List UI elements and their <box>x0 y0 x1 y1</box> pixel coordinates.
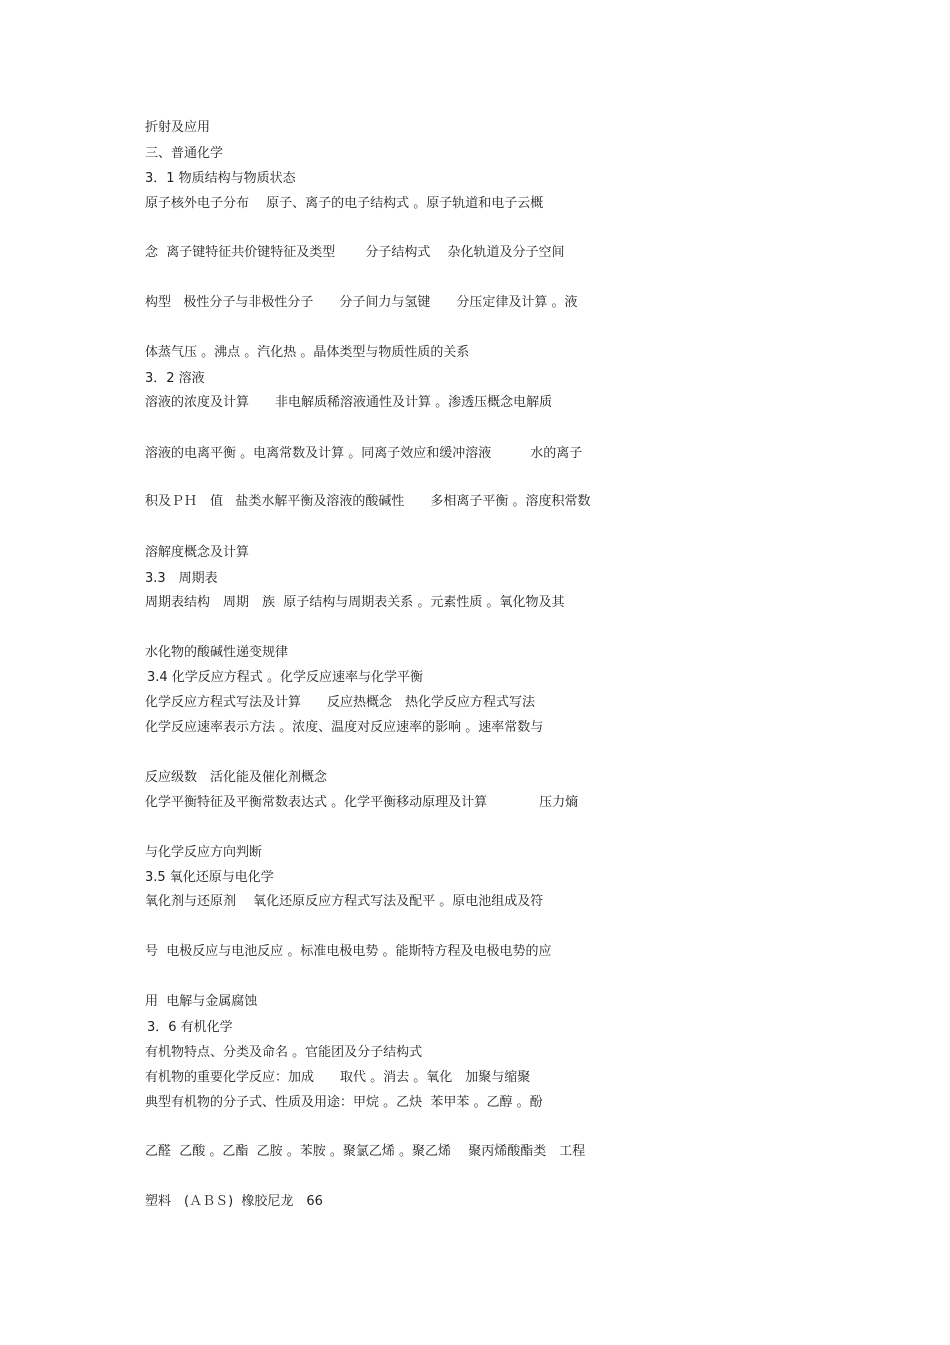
text-line: 折射及应用 <box>145 120 211 135</box>
text-line: 化学反应速率表示方法 。浓度、温度对反应速率的影响 。速率常数与 <box>145 720 544 735</box>
subsection-heading: 3．2 溶液 <box>145 371 205 386</box>
text-line: 构型 极性分子与非极性分子 分子间力与氢键 分压定律及计算 。液 <box>145 295 578 310</box>
text-line: 典型有机物的分子式、性质及用途：甲烷 。乙炔 苯甲苯 。乙醇 。酚 <box>145 1095 543 1110</box>
section-heading: 三、普通化学 <box>145 146 224 161</box>
text-line: 周期表结构 周期 族 原子结构与周期表关系 。元素性质 。氧化物及其 <box>145 595 565 610</box>
text-line: 积及ＰＨ 值 盐类水解平衡及溶液的酸碱性 多相离子平衡 。溶度积常数 <box>145 494 591 509</box>
text-line: 体蒸气压 。沸点 。汽化热 。晶体类型与物质性质的关系 <box>145 345 470 360</box>
text-line: 有机物的重要化学反应：加成 取代 。消去 。氧化 加聚与缩聚 <box>145 1070 531 1085</box>
text-line: 溶解度概念及计算 <box>145 545 250 560</box>
text-line: 水化物的酸碱性递变规律 <box>145 645 289 660</box>
text-line: 氧化剂与还原剂 氧化还原反应方程式写法及配平 。原电池组成及符 <box>145 894 544 909</box>
subsection-heading: 3.4 化学反应方程式 。化学反应速率与化学平衡 <box>147 670 423 685</box>
subsection-heading: 3.5 氧化还原与电化学 <box>145 870 274 885</box>
text-line: 塑料 (ＡＢＳ) 橡胶尼龙 66 <box>145 1194 323 1209</box>
subsection-heading: 3．6 有机化学 <box>147 1020 233 1035</box>
text-line: 有机物特点、分类及命名 。官能团及分子结构式 <box>145 1045 423 1060</box>
text-line: 溶液的浓度及计算 非电解质稀溶液通性及计算 。渗透压概念电解质 <box>145 395 553 410</box>
text-line: 与化学反应方向判断 <box>145 845 263 860</box>
text-line: 乙醛 乙酸 。乙酯 乙胺 。苯胺 。聚氯乙烯 。聚乙烯 聚丙烯酸酯类 工程 <box>145 1144 586 1159</box>
text-line: 反应级数 活化能及催化剂概念 <box>145 770 328 785</box>
text-line: 溶液的电离平衡 。电离常数及计算 。同离子效应和缓冲溶液 水的离子 <box>145 446 583 461</box>
text-line: 化学平衡特征及平衡常数表达式 。化学平衡移动原理及计算 压力熵 <box>145 795 579 810</box>
text-line: 用 电解与金属腐蚀 <box>145 994 258 1009</box>
text-line: 念 离子键特征共价键特征及类型 分子结构式 杂化轨道及分子空间 <box>145 245 565 260</box>
text-line: 化学反应方程式写法及计算 反应热概念 热化学反应方程式写法 <box>145 695 536 710</box>
text-line: 号 电极反应与电池反应 。标准电极电势 。能斯特方程及电极电势的应 <box>145 944 552 959</box>
subsection-heading: 3.3 周期表 <box>145 571 218 586</box>
subsection-heading: 3．1 物质结构与物质状态 <box>145 171 296 186</box>
text-line: 原子核外电子分布 原子、离子的电子结构式 。原子轨道和电子云概 <box>145 196 544 211</box>
